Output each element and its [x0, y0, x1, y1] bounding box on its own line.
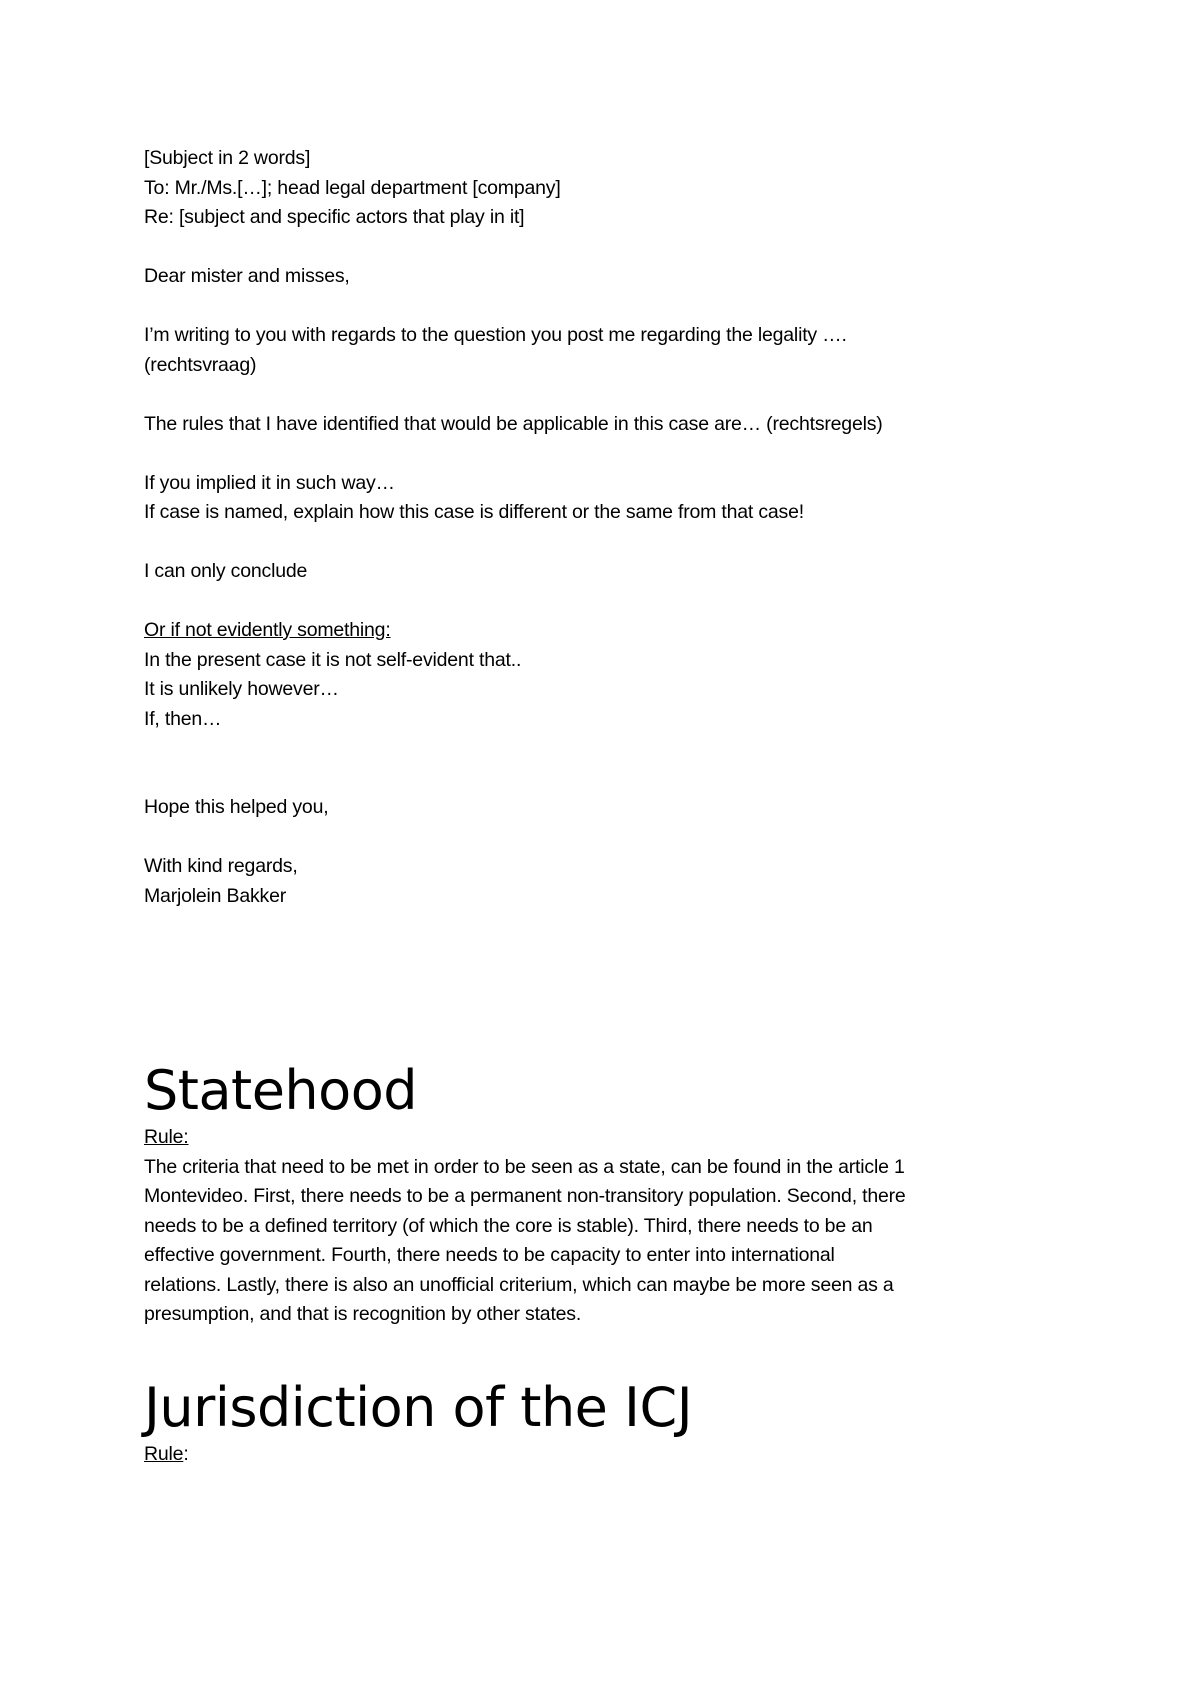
letter-closing-regards: With kind regards, [144, 855, 298, 877]
section-rule-label: Rule [144, 1442, 184, 1465]
section-body-line: Montevideo. First, there needs to be a permanent non-transitory population. Second, there [144, 1185, 906, 1207]
letter-intro-line-2: (rechtsvraag) [144, 353, 257, 376]
spacer [144, 587, 1064, 617]
letter-alt-line-2: It is unlikely however… [144, 678, 339, 700]
section-body-line: effective government. Fourth, there needs to be capacity to enter into international [144, 1244, 835, 1266]
section-body-line: relations. Lastly, there is also an unofficial criterium, which can maybe be more seen as a [144, 1273, 894, 1296]
section-heading-jurisdiction: Jurisdiction of the ICJ [144, 1375, 693, 1439]
letter-implied-line-1: If you implied it in such way… [144, 471, 395, 494]
section-rule-colon: : [183, 1442, 189, 1465]
letter-to: To: Mr./Ms.[…]; head legal department [company] [144, 176, 561, 199]
letter-alt-line-3: If, then… [144, 707, 222, 730]
letter-re: Re: [subject and specific actors that play in it] [144, 206, 525, 228]
section-body-line: needs to be a defined territory (of which the core is stable). Third, there needs to be an [144, 1214, 873, 1237]
spacer [144, 292, 1064, 322]
spacer [144, 1330, 1064, 1376]
letter-subject: [Subject in 2 words] [144, 147, 311, 169]
letter-signature-name: Marjolein Bakker [144, 884, 287, 907]
document-content [144, 144, 1064, 1469]
spacer [144, 380, 1064, 410]
spacer [144, 528, 1064, 558]
spacer [144, 233, 1064, 263]
spacer [144, 734, 1064, 764]
letter-rules-line: The rules that I have identified that would be applicable in this case are… (rechtsregels) [144, 412, 883, 435]
section-rule-label-line [144, 1440, 1064, 1470]
spacer [144, 823, 1064, 853]
section-heading-statehood: Statehood [144, 1059, 418, 1122]
letter-alt-heading: Or if not evidently something: [144, 619, 391, 641]
spacer [144, 764, 1064, 794]
section-rule-label: Rule: [144, 1126, 189, 1148]
letter-conclude: I can only conclude [144, 560, 308, 582]
letter-closing-hope: Hope this helped you, [144, 796, 329, 818]
letter-intro-line-1: I’m writing to you with regards to the question you post me regarding the legality …. [144, 324, 847, 346]
letter-salutation: Dear mister and misses, [144, 265, 350, 287]
spacer [144, 911, 1064, 1059]
section-body-line: The criteria that need to be met in order to be seen as a state, can be found in the article 1 [144, 1155, 905, 1178]
spacer [144, 439, 1064, 469]
section-body-line: presumption, and that is recognition by other states. [144, 1303, 582, 1325]
letter-implied-line-2: If case is named, explain how this case is different or the same from that case! [144, 501, 804, 523]
letter-alt-line-1: In the present case it is not self-evident that.. [144, 648, 522, 671]
